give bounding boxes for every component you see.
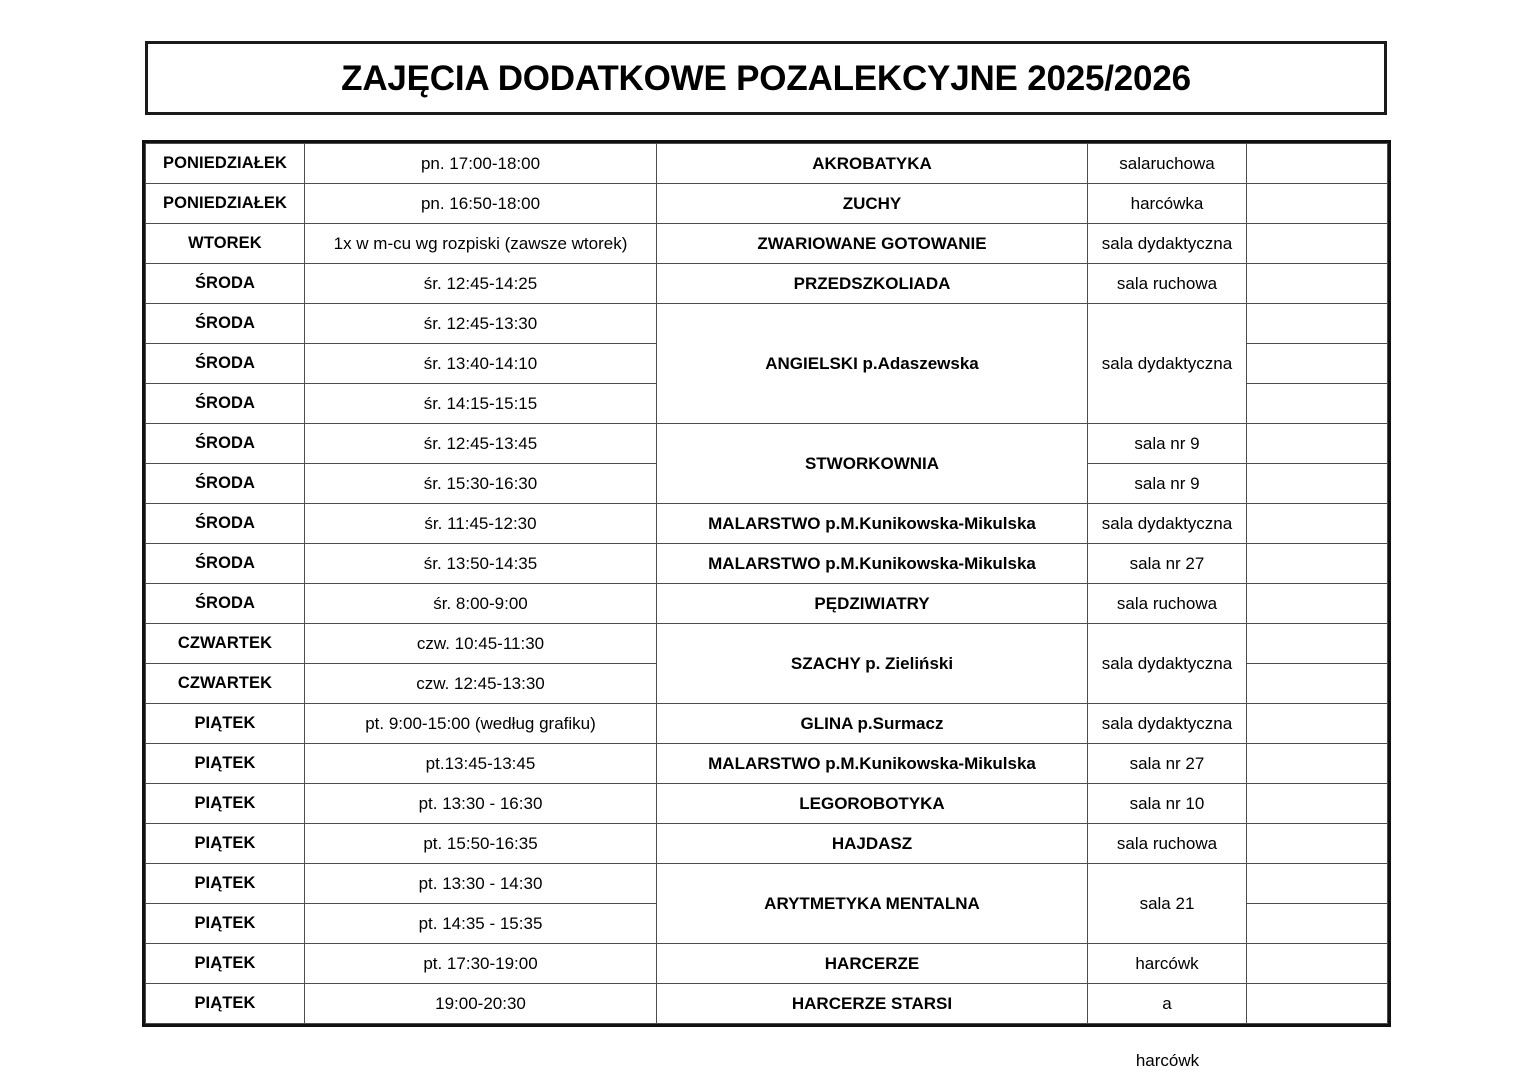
cell-room: sala nr 9 (1088, 464, 1247, 504)
cell-extra (1247, 504, 1388, 544)
page-title-box (145, 41, 1387, 115)
table-row (146, 304, 1388, 344)
table-row (146, 544, 1388, 584)
cell-time: czw. 12:45-13:30 (305, 664, 657, 704)
cell-day: ŚRODA (146, 504, 305, 544)
cell-extra (1247, 544, 1388, 584)
cell-room: harcówka (1088, 184, 1247, 224)
cell-activity: LEGOROBOTYKA (657, 784, 1088, 824)
cell-room: sala nr 9 (1088, 424, 1247, 464)
cell-day: CZWARTEK (146, 624, 305, 664)
cell-extra (1247, 384, 1388, 424)
table-row (146, 224, 1388, 264)
cell-day: PIĄTEK (146, 744, 305, 784)
cell-activity: ANGIELSKI p.Adaszewska (657, 304, 1088, 424)
cell-day: PONIEDZIAŁEK (146, 144, 305, 184)
cell-time: 1x w m-cu wg rozpiski (zawsze wtorek) (305, 224, 657, 264)
cell-extra (1247, 344, 1388, 384)
cell-extra (1247, 704, 1388, 744)
cell-activity: STWORKOWNIA (657, 424, 1088, 504)
cell-activity: SZACHY p. Zieliński (657, 624, 1088, 704)
cell-day: PIĄTEK (146, 784, 305, 824)
cell-time: pt. 14:35 - 15:35 (305, 904, 657, 944)
table-row (146, 704, 1388, 744)
cell-time: pt. 13:30 - 14:30 (305, 864, 657, 904)
cell-time: śr. 14:15-15:15 (305, 384, 657, 424)
cell-day: ŚRODA (146, 344, 305, 384)
cell-room: sala nr 27 (1088, 744, 1247, 784)
cell-activity: MALARSTWO p.M.Kunikowska-Mikulska (657, 544, 1088, 584)
cell-time: śr. 11:45-12:30 (305, 504, 657, 544)
cell-day: ŚRODA (146, 424, 305, 464)
cell-day: CZWARTEK (146, 664, 305, 704)
cell-time: śr. 12:45-13:45 (305, 424, 657, 464)
cell-day: PIĄTEK (146, 984, 305, 1024)
cell-extra (1247, 144, 1388, 184)
table-row (146, 944, 1388, 984)
cell-room: sala ruchowa (1088, 824, 1247, 864)
cell-activity: ZWARIOWANE GOTOWANIE (657, 224, 1088, 264)
cell-day: ŚRODA (146, 384, 305, 424)
cell-activity: PRZEDSZKOLIADA (657, 264, 1088, 304)
cell-activity: AKROBATYKA (657, 144, 1088, 184)
cell-time: śr. 13:50-14:35 (305, 544, 657, 584)
cell-time: śr. 12:45-14:25 (305, 264, 657, 304)
cell-room: sala dydaktyczna (1088, 504, 1247, 544)
cell-day: PIĄTEK (146, 904, 305, 944)
table-row (146, 504, 1388, 544)
cell-room: harcówk (1088, 944, 1247, 984)
cell-activity: MALARSTWO p.M.Kunikowska-Mikulska (657, 504, 1088, 544)
cell-time: pt.13:45-13:45 (305, 744, 657, 784)
cell-activity: ZUCHY (657, 184, 1088, 224)
cell-extra (1247, 304, 1388, 344)
cell-extra (1247, 864, 1388, 904)
cell-time: 19:00-20:30 (305, 984, 657, 1024)
cell-day: PIĄTEK (146, 864, 305, 904)
cell-activity: ARYTMETYKA MENTALNA (657, 864, 1088, 944)
cell-extra (1247, 624, 1388, 664)
cell-extra (1247, 984, 1388, 1024)
cell-extra (1247, 664, 1388, 704)
cell-day: PIĄTEK (146, 824, 305, 864)
cell-time: pt. 13:30 - 16:30 (305, 784, 657, 824)
cell-time: czw. 10:45-11:30 (305, 624, 657, 664)
cell-extra (1247, 264, 1388, 304)
cell-room: sala dydaktyczna (1088, 624, 1247, 704)
table-row (146, 824, 1388, 864)
cell-activity: HAJDASZ (657, 824, 1088, 864)
cell-room: sala ruchowa (1088, 264, 1247, 304)
cell-room: sala dydaktyczna (1088, 704, 1247, 744)
cell-time: pt. 15:50-16:35 (305, 824, 657, 864)
cell-extra (1247, 424, 1388, 464)
cell-day: WTOREK (146, 224, 305, 264)
schedule-table (145, 143, 1388, 1024)
cell-room: sala dydaktyczna (1088, 224, 1247, 264)
cell-day: PIĄTEK (146, 704, 305, 744)
cell-room: sala ruchowa (1088, 584, 1247, 624)
cell-time: śr. 13:40-14:10 (305, 344, 657, 384)
table-row (146, 424, 1388, 464)
table-row (146, 624, 1388, 664)
cell-day: ŚRODA (146, 304, 305, 344)
cell-extra (1247, 584, 1388, 624)
cell-activity: HARCERZE (657, 944, 1088, 984)
cell-day: PONIEDZIAŁEK (146, 184, 305, 224)
cell-room: sala nr 27 (1088, 544, 1247, 584)
cell-extra (1247, 824, 1388, 864)
cell-extra (1247, 784, 1388, 824)
table-row (146, 864, 1388, 904)
cell-activity: PĘDZIWIATRY (657, 584, 1088, 624)
cell-extra (1247, 464, 1388, 504)
cell-room: sala 21 (1088, 864, 1247, 944)
cell-activity: GLINA p.Surmacz (657, 704, 1088, 744)
cell-time: śr. 12:45-13:30 (305, 304, 657, 344)
cell-room: sala dydaktyczna (1088, 304, 1247, 424)
cell-day: ŚRODA (146, 464, 305, 504)
cell-time: pt. 17:30-19:00 (305, 944, 657, 984)
schedule-table-body (146, 144, 1388, 1024)
cell-extra (1247, 744, 1388, 784)
table-row (146, 264, 1388, 304)
cell-day: ŚRODA (146, 584, 305, 624)
cell-room: sala nr 10 (1088, 784, 1247, 824)
cell-extra (1247, 224, 1388, 264)
cell-time: śr. 8:00-9:00 (305, 584, 657, 624)
cell-room: salaruchowa (1088, 144, 1247, 184)
page-title: ZAJĘCIA DODATKOWE POZALEKCYJNE 2025/2026 (341, 58, 1191, 98)
cell-time: śr. 15:30-16:30 (305, 464, 657, 504)
cell-activity: MALARSTWO p.M.Kunikowska-Mikulska (657, 744, 1088, 784)
cell-day: ŚRODA (146, 264, 305, 304)
cell-extra (1247, 904, 1388, 944)
table-row (146, 784, 1388, 824)
cell-day: PIĄTEK (146, 944, 305, 984)
cell-extra (1247, 944, 1388, 984)
table-row (146, 744, 1388, 784)
cell-day: ŚRODA (146, 544, 305, 584)
overflow-room-label: harcówk (1135, 1051, 1200, 1070)
cell-time: pt. 9:00-15:00 (według grafiku) (305, 704, 657, 744)
table-row (146, 984, 1388, 1024)
cell-room: a (1088, 984, 1247, 1024)
table-row (146, 144, 1388, 184)
cell-activity: HARCERZE STARSI (657, 984, 1088, 1024)
cell-time: pn. 17:00-18:00 (305, 144, 657, 184)
table-row (146, 184, 1388, 224)
cell-time: pn. 16:50-18:00 (305, 184, 657, 224)
table-row (146, 584, 1388, 624)
cell-extra (1247, 184, 1388, 224)
